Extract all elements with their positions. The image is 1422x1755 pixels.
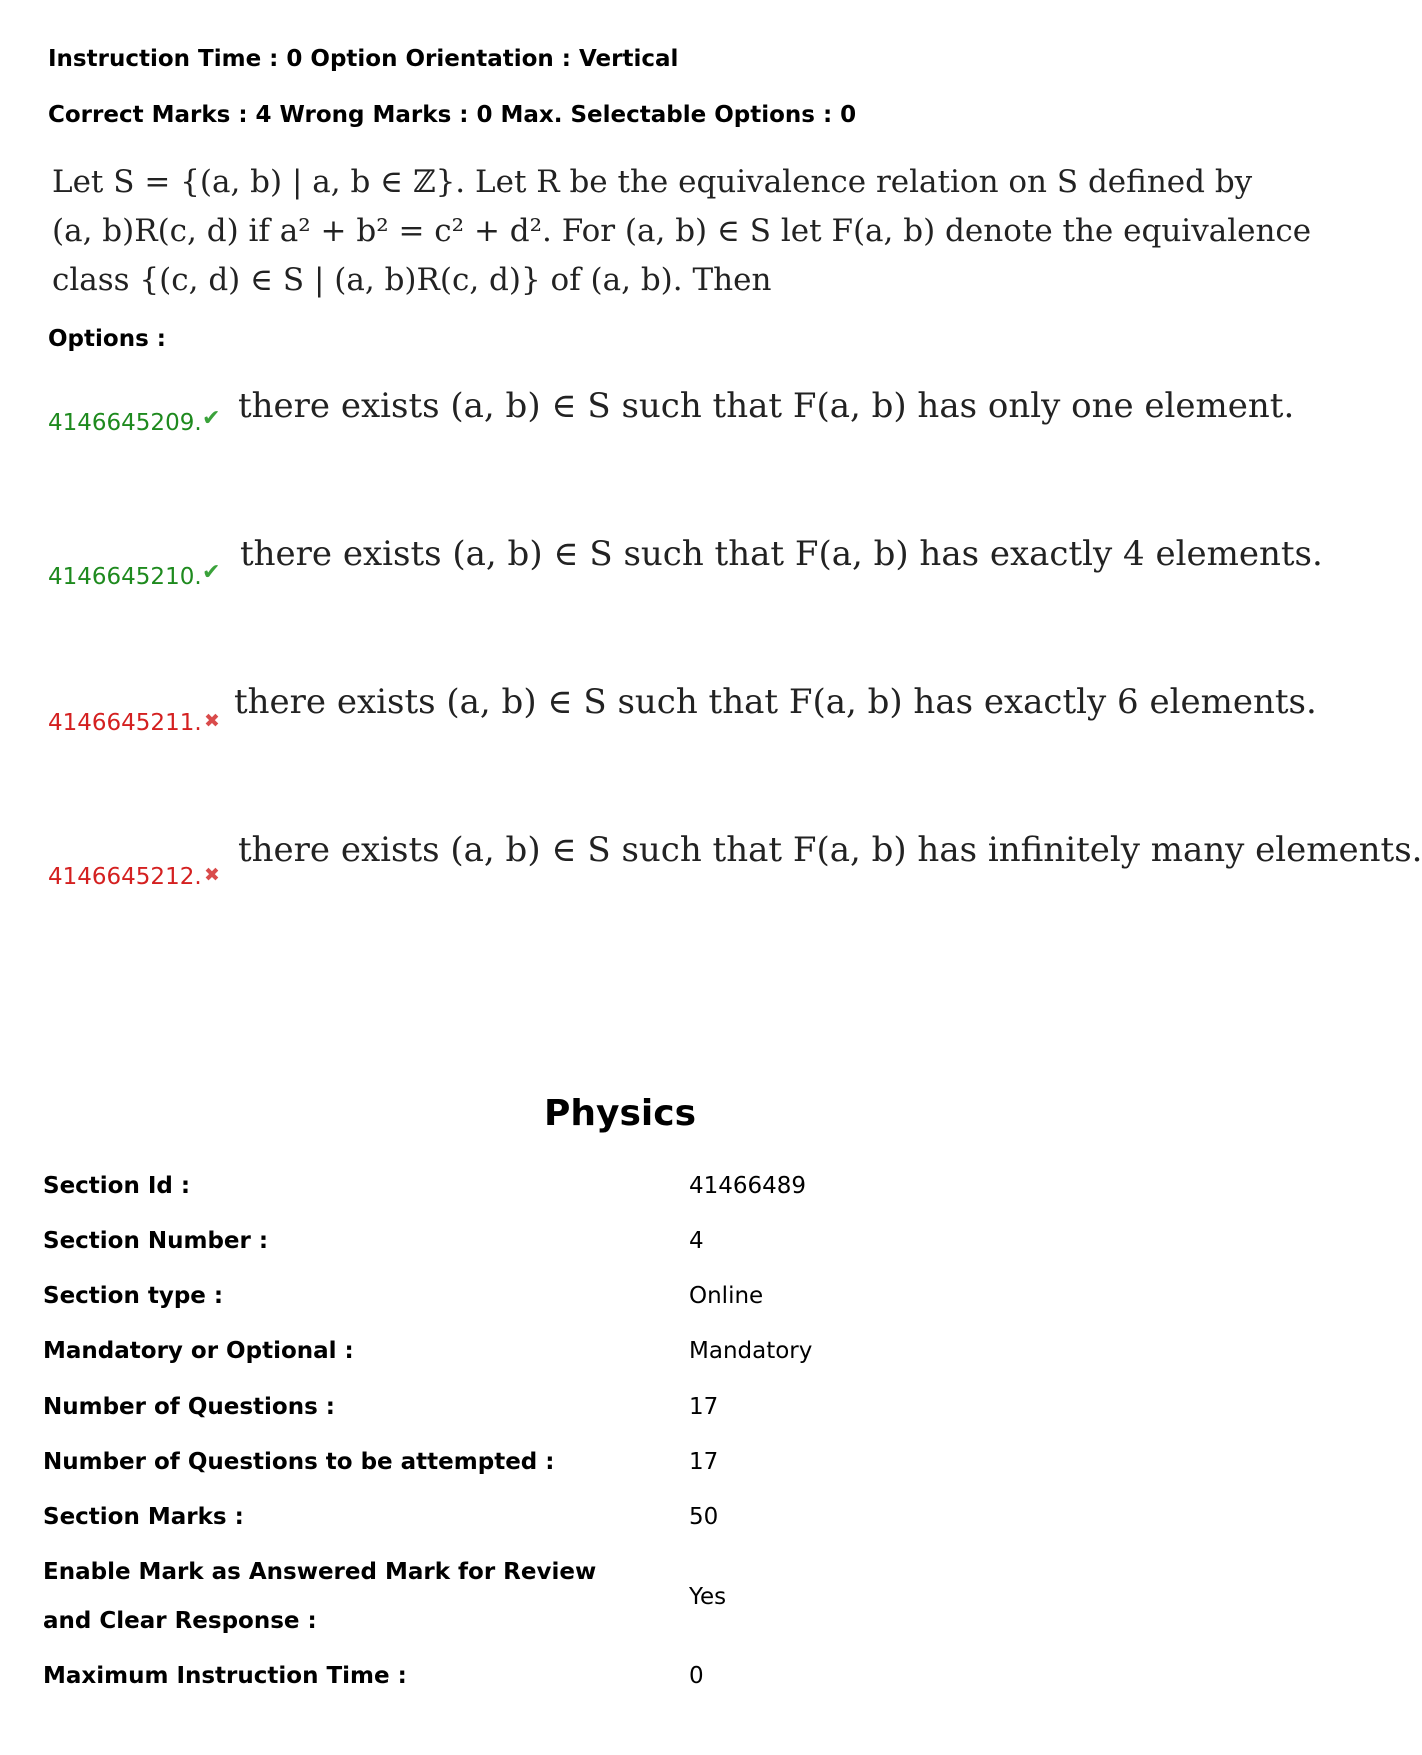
option-id: 4146645210. — [48, 564, 202, 590]
info-label: Maximum Instruction Time : — [43, 1663, 407, 1689]
option-id: 4146645212. — [48, 864, 202, 890]
options-label: Options : — [48, 326, 166, 352]
question-line-3: class {(c, d) ∈ S | (a, b)R(c, d)} of (a, b). Then — [52, 262, 772, 298]
question-line-2: (a, b)R(c, d) if a² + b² = c² + d². For (a, b) ∈ S let F(a, b) denote the equivalence — [52, 213, 1312, 249]
info-label: Number of Questions to be attempted : — [43, 1449, 555, 1475]
question-text — [52, 158, 1312, 305]
cross-icon: ✖ — [204, 864, 220, 886]
option-text: there exists (a, b) ∈ S such that F(a, b) has exactly 6 elements. — [234, 682, 1317, 722]
info-value: 17 — [689, 1449, 719, 1475]
info-value: 17 — [689, 1394, 719, 1420]
question-line-1: Let S = {(a, b) | a, b ∈ ℤ}. Let R be the equivalence relation on S defined by — [52, 164, 1253, 200]
info-label: Section Marks : — [43, 1504, 244, 1530]
option-item[interactable] — [48, 830, 1422, 890]
check-icon: ✔ — [202, 560, 221, 585]
option-item[interactable] — [48, 386, 1295, 446]
section-title: Physics — [543, 1093, 696, 1134]
option-text: there exists (a, b) ∈ S such that F(a, b) has exactly 4 elements. — [240, 534, 1323, 574]
option-text: there exists (a, b) ∈ S such that F(a, b) has infinitely many elements. — [238, 830, 1422, 870]
info-label: Enable Mark as Answered Mark for Review and Clear Response : — [43, 1559, 597, 1634]
info-value: Yes — [689, 1584, 727, 1610]
info-value: Online — [689, 1283, 764, 1309]
info-label: Number of Questions : — [43, 1394, 335, 1420]
marks-line: Correct Marks : 4 Wrong Marks : 0 Max. Selectable Options : 0 — [48, 102, 857, 128]
option-text: there exists (a, b) ∈ S such that F(a, b) has only one element. — [238, 386, 1295, 426]
option-id: 4146645209. — [48, 410, 202, 436]
info-label: Mandatory or Optional : — [43, 1338, 354, 1364]
info-value: 4 — [689, 1228, 704, 1254]
option-item[interactable] — [48, 682, 1317, 742]
cross-icon: ✖ — [204, 710, 220, 732]
info-value: 41466489 — [689, 1173, 807, 1199]
info-value: 0 — [689, 1663, 704, 1689]
info-label: Section Number : — [43, 1228, 269, 1254]
info-label: Section Id : — [43, 1173, 191, 1199]
option-id: 4146645211. — [48, 710, 202, 736]
info-value: 50 — [689, 1504, 719, 1530]
check-icon: ✔ — [202, 406, 221, 431]
option-item[interactable] — [48, 534, 1323, 594]
info-label: Section type : — [43, 1283, 224, 1309]
instruction-time-line: Instruction Time : 0 Option Orientation : Vertical — [48, 46, 679, 72]
info-value: Mandatory — [689, 1338, 813, 1364]
